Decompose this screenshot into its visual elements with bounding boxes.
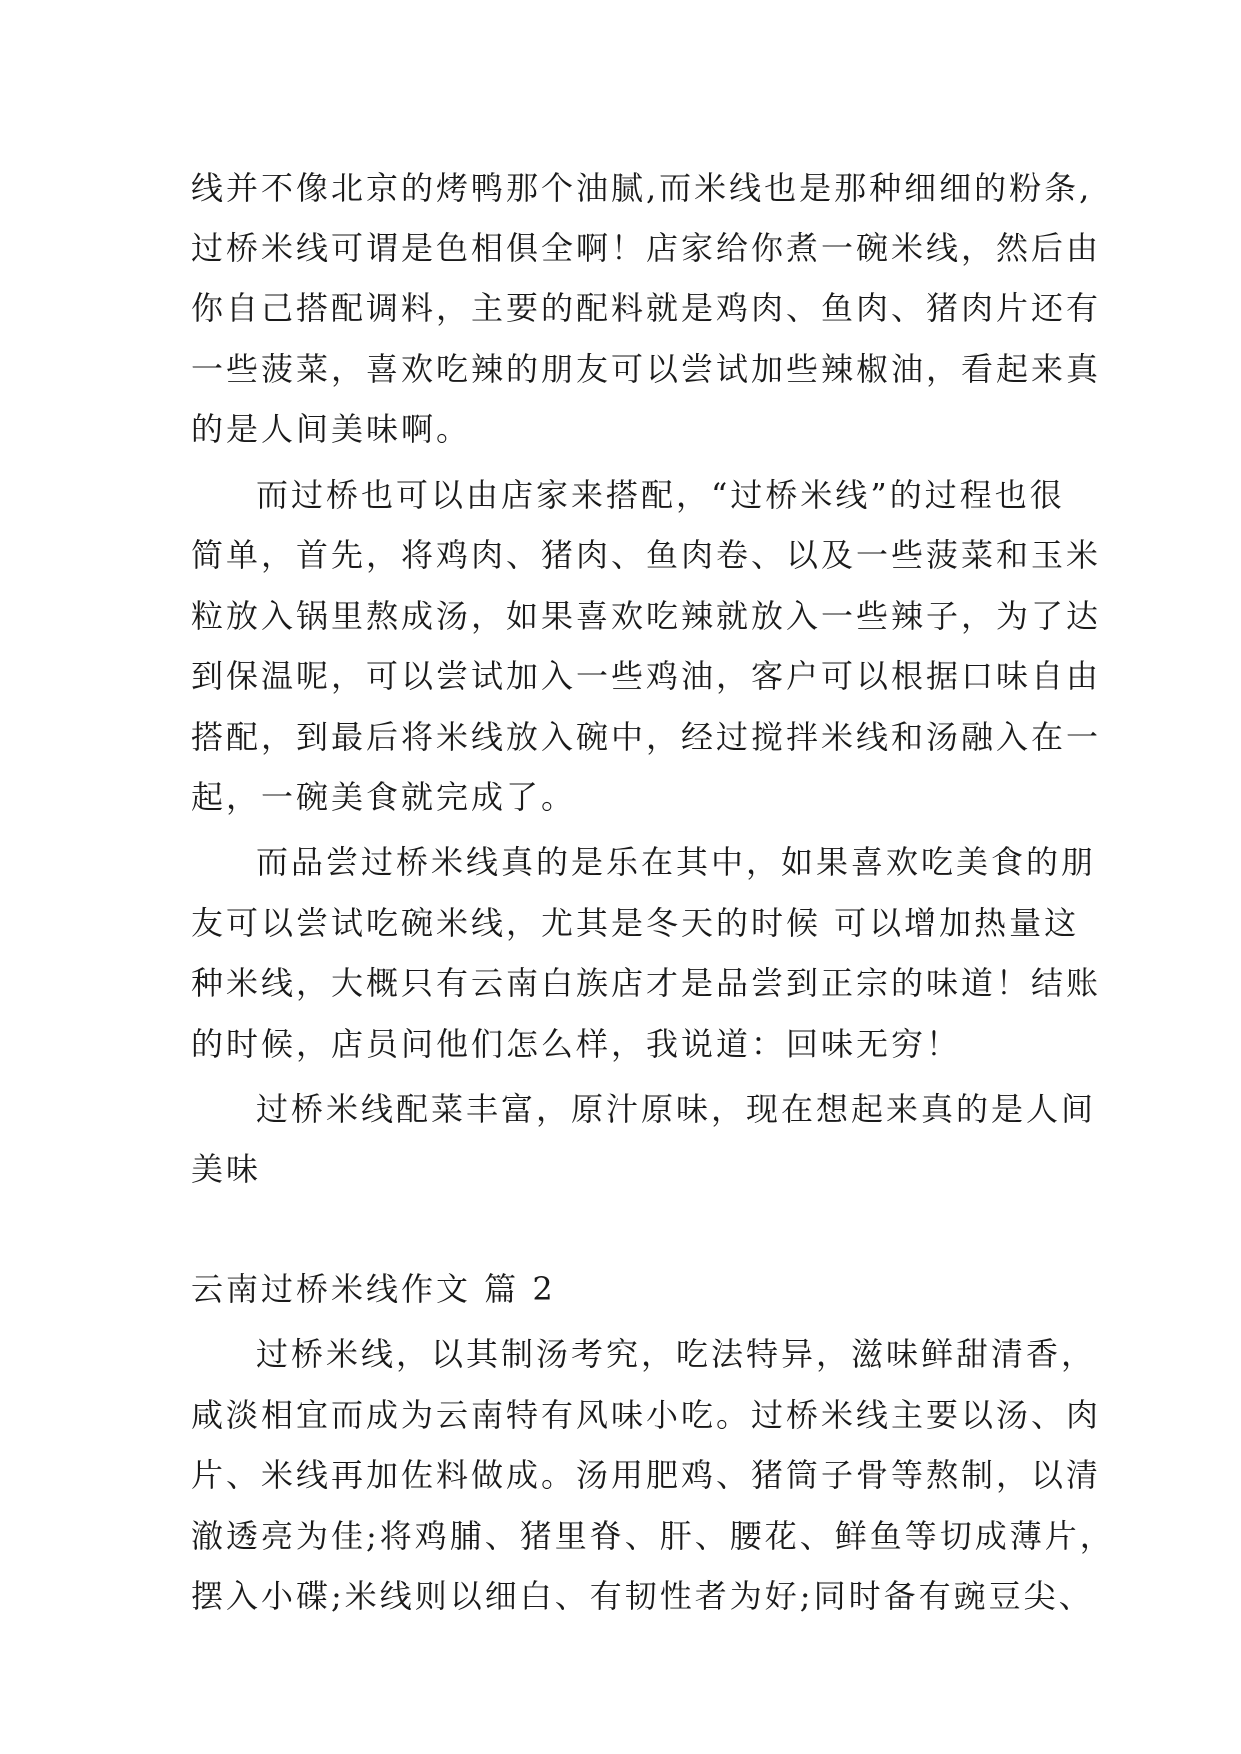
- paragraph-first-line: 而过桥也可以由店家来搭配，“过桥米线”的过程也很: [256, 476, 1065, 514]
- text-line: 搭配，到最后将米线放入碗中，经过搅拌米线和汤融入在一: [191, 718, 1102, 756]
- text-line: 你自己搭配调料，主要的配料就是鸡肉、鱼肉、猪肉片还有: [191, 289, 1102, 327]
- text-line: 摆入小碟;米线则以细白、有韧性者为好;同时备有豌豆尖、: [191, 1577, 1094, 1615]
- text-line: 线并不像北京的烤鸭那个油腻,而米线也是那种细细的粉条,: [191, 169, 1093, 207]
- text-line: 片、米线再加佐料做成。汤用肥鸡、猪筒子骨等熬制，以清: [191, 1456, 1102, 1494]
- paragraph-first-line: 过桥米线，以其制汤考究，吃法特异，滋味鲜甜清香，: [256, 1335, 1097, 1373]
- text-line: 到保温呢，可以尝试加入一些鸡油，客户可以根据口味自由: [191, 657, 1102, 695]
- text-line: 的是人间美味啊。: [191, 410, 472, 448]
- text-line: 澈透亮为佳;将鸡脯、猪里脊、肝、腰花、鲜鱼等切成薄片，: [191, 1517, 1115, 1555]
- paragraph-first-line: 而品尝过桥米线真的是乐在其中，如果喜欢吃美食的朋: [256, 843, 1097, 881]
- text-line: 过桥米线可谓是色相俱全啊！店家给你煮一碗米线，然后由: [191, 229, 1102, 267]
- text-line: 的时候，店员问他们怎么样，我说道：回味无穷！: [191, 1025, 962, 1063]
- text-line: 种米线，大概只有云南白族店才是品尝到正宗的味道！结账: [191, 964, 1102, 1002]
- text-line: 起，一碗美食就完成了。: [191, 778, 577, 816]
- text-line: 简单，首先，将鸡肉、猪肉、鱼肉卷、以及一些菠菜和玉米: [191, 536, 1102, 574]
- paragraph-first-line: 过桥米线配菜丰富，原汁原味，现在想起来真的是人间: [256, 1090, 1097, 1128]
- text-line: 粒放入锅里熬成汤，如果喜欢吃辣就放入一些辣子，为了达: [191, 597, 1102, 635]
- text-line: 友可以尝试吃碗米线，尤其是冬天的时候 可以增加热量这: [191, 904, 1080, 942]
- text-line: 一些菠菜，喜欢吃辣的朋友可以尝试加些辣椒油，看起来真: [191, 350, 1102, 388]
- section-heading: 云南过桥米线作文 篇 2: [191, 1270, 556, 1308]
- text-line: 咸淡相宜而成为云南特有风味小吃。过桥米线主要以汤、肉: [191, 1396, 1102, 1434]
- text-line: 美味: [191, 1150, 262, 1188]
